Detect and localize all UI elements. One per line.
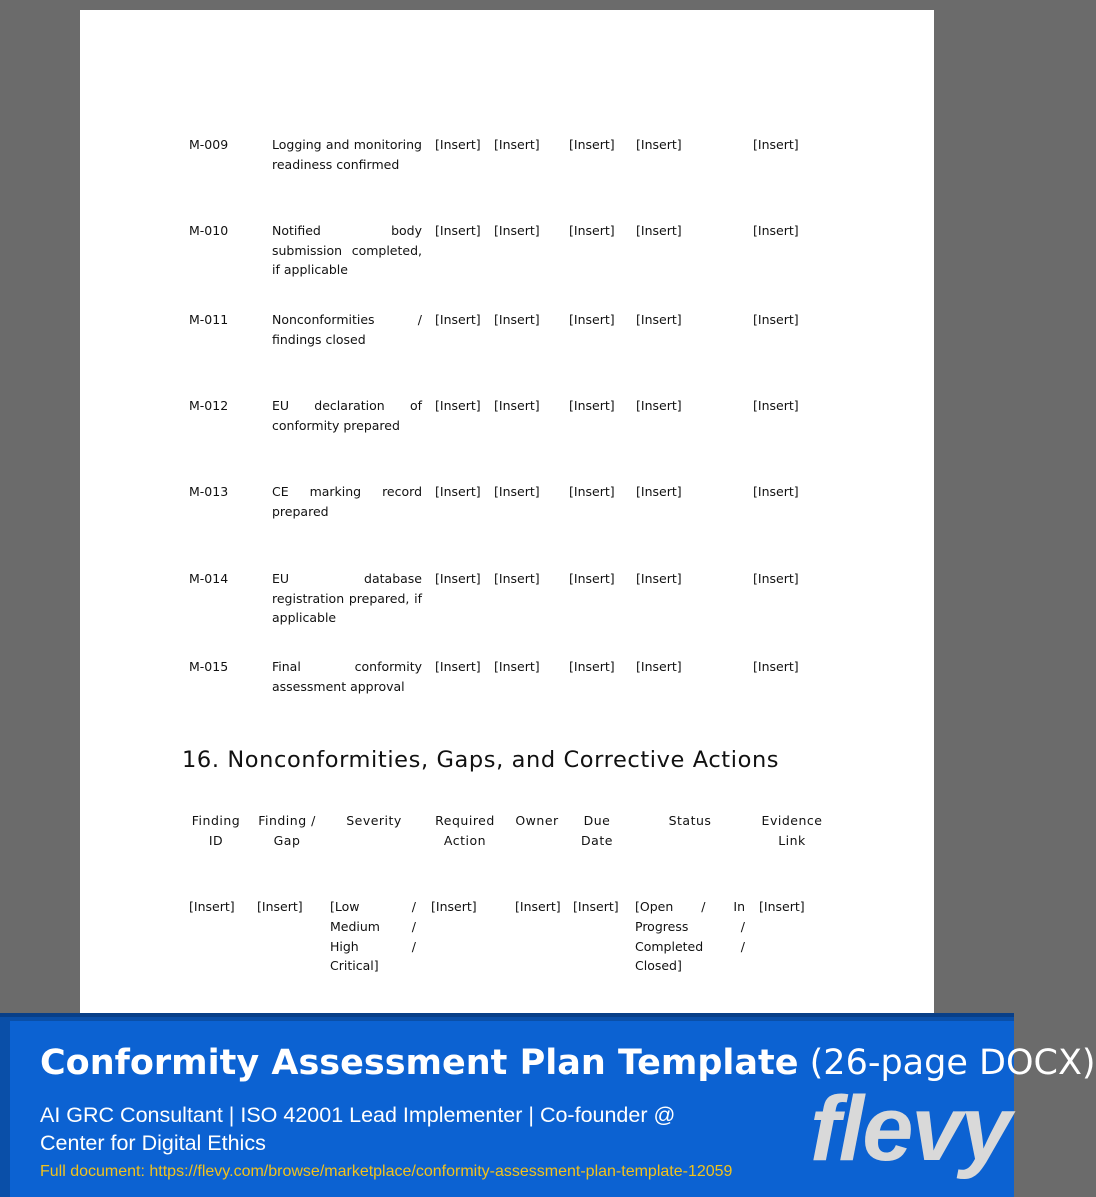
milestone-id: M-010 [189,223,229,238]
milestone-id: M-011 [189,312,229,327]
cell: [Insert] [494,137,540,152]
banner-panel [10,1021,1096,1197]
milestone-id: M-014 [189,571,229,586]
promo-banner [0,1013,1096,1197]
cell: [Insert] [494,312,540,327]
cell: [Insert] [435,484,481,499]
column-header: Due Date [581,813,613,848]
cell: [Insert] [573,899,619,914]
milestone-description: CE marking record prepared [272,484,422,519]
cell: [Insert] [435,223,481,238]
cell: [Insert] [569,659,615,674]
milestone-id: M-015 [189,659,229,674]
cell: [Insert] [753,312,799,327]
banner-title-bold: Conformity Assessment Plan Template [40,1043,799,1083]
cell: [Insert] [435,659,481,674]
milestone-description: Logging and monitoring readiness confirmed [272,137,422,172]
cell: [Insert] [515,899,561,914]
document-link[interactable]: Full document: https://flevy.com/browse/marketplace/conformity-assessment-plan-template-12059 [40,1163,733,1180]
cell: [Insert] [569,223,615,238]
cell: [Low / Medium / High / Critical] [330,899,416,974]
milestone-id: M-013 [189,484,229,499]
cell: [Insert] [636,571,682,586]
cell: [Insert] [435,571,481,586]
column-header: Required Action [435,813,495,848]
column-header: Finding / Gap [258,813,316,848]
banner-title-rest: (26-page DOCX) [798,1043,1096,1083]
column-header: Status [668,813,712,828]
cell: [Insert] [636,312,682,327]
cell: [Insert] [494,571,540,586]
section-heading: 16. Nonconformities, Gaps, and Corrective Actions [182,747,780,773]
milestone-description: Final conformity assessment approval [272,659,422,694]
column-header: Severity [346,813,402,828]
cell: [Insert] [753,484,799,499]
column-header: Evidence Link [761,813,823,848]
cell: [Insert] [753,223,799,238]
milestone-description: EU database registration prepared, if applicable [272,571,422,625]
cell: [Insert] [494,398,540,413]
cell: [Insert] [759,899,805,914]
cell: [Insert] [636,223,682,238]
cell: [Insert] [435,398,481,413]
cell: [Insert] [189,899,235,914]
milestone-id: M-009 [189,137,229,152]
cell: [Insert] [569,137,615,152]
cell: [Insert] [569,484,615,499]
cell: [Insert] [753,398,799,413]
cell: [Insert] [636,659,682,674]
milestone-description: EU declaration of conformity prepared [272,398,422,433]
cell: [Open / In Progress / Completed / Closed] [635,899,745,974]
column-header: Finding ID [191,813,241,848]
cell: [Insert] [257,899,303,914]
cell: [Insert] [636,484,682,499]
cell: [Insert] [431,899,477,914]
column-header: Owner [515,813,559,828]
cell: [Insert] [569,312,615,327]
cell: [Insert] [636,137,682,152]
cell: [Insert] [753,659,799,674]
cell: [Insert] [435,137,481,152]
milestone-id: M-012 [189,398,229,413]
cell: [Insert] [569,571,615,586]
cell: [Insert] [494,484,540,499]
cell: [Insert] [569,398,615,413]
banner-subtitle: AI GRC Consultant | ISO 42001 Lead Implementer | Co-founder @ Center for Digital Ethics [40,1103,676,1155]
milestone-description: Notified body submission completed, if applicable [272,223,422,277]
cell: [Insert] [494,659,540,674]
banner-title [40,1043,1096,1083]
cell: [Insert] [494,223,540,238]
cell: [Insert] [753,571,799,586]
cell: [Insert] [435,312,481,327]
cell: [Insert] [753,137,799,152]
cell: [Insert] [636,398,682,413]
milestone-description: Nonconformities / findings closed [272,312,422,347]
flevy-logo: flevy [810,1078,1010,1180]
document-page [80,10,934,1015]
